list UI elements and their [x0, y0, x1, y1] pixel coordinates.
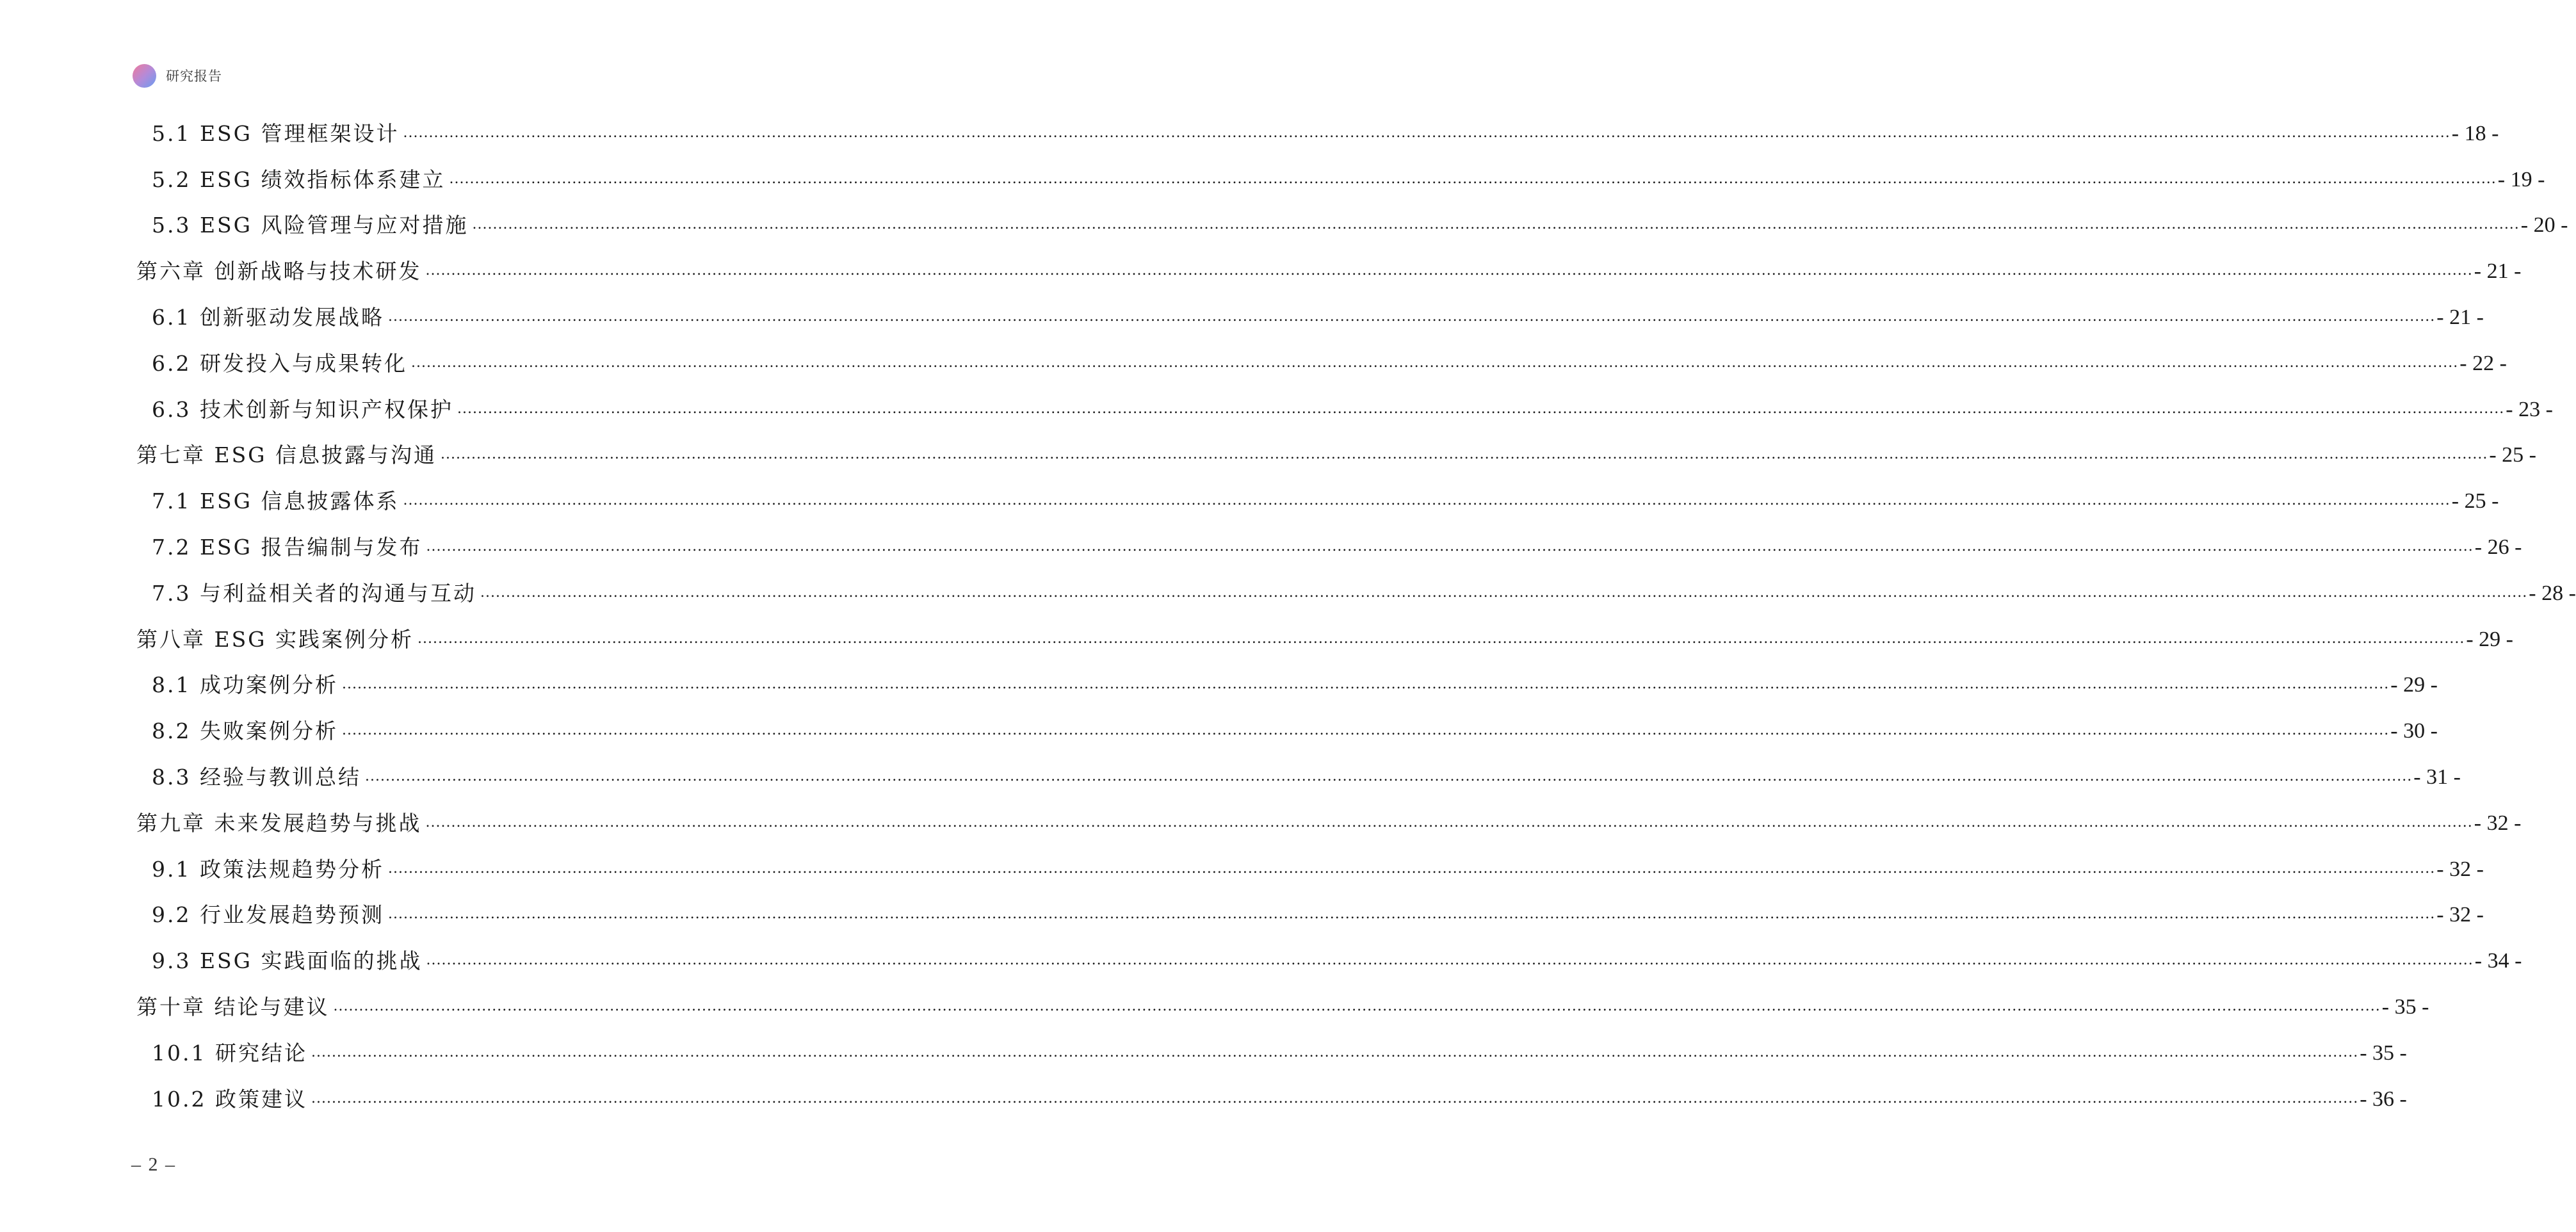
toc-page-number: - 21 - [2474, 259, 2522, 284]
toc-dot-leader: ................................................................................................................................................................................................................................................................................................................................................................................................................ [341, 722, 2390, 739]
toc-page-number: - 26 - [2474, 535, 2522, 560]
toc-section-entry[interactable] [136, 571, 2576, 617]
toc-page-number: - 32 - [2474, 811, 2522, 835]
page-header [133, 63, 222, 88]
toc-dot-leader: ................................................................................................................................................................................................................................................................................................................................................................................................................ [311, 1044, 2359, 1060]
toc-page-number: - 19 - [2497, 167, 2545, 191]
toc-dot-leader: ................................................................................................................................................................................................................................................................................................................................................................................................................ [387, 860, 2436, 877]
toc-entry-title: 9.1 政策法规趋势分析 [152, 856, 384, 882]
toc-section-entry[interactable] [136, 295, 2484, 341]
toc-section-entry[interactable] [136, 847, 2484, 893]
toc-entry-title: 8.2 失败案例分析 [152, 718, 338, 744]
toc-page-number: - 31 - [2413, 765, 2461, 790]
toc-entry-title: 9.2 行业发展趋势预测 [152, 902, 384, 928]
toc-entry-title: 6.2 研发投入与成果转化 [152, 350, 407, 376]
toc-page-number: - 35 - [2360, 1041, 2407, 1065]
toc-section-entry[interactable] [136, 1076, 2407, 1123]
toc-entry-title: 第七章 ESG 信息披露与沟通 [136, 442, 437, 468]
toc-page-number: - 21 - [2436, 305, 2484, 330]
toc-dot-leader: ................................................................................................................................................................................................................................................................................................................................................................................................................ [472, 216, 2520, 233]
logo-icon [133, 64, 156, 88]
toc-entry-title: 8.1 成功案例分析 [152, 672, 338, 698]
toc-entry-title: 5.1 ESG 管理框架设计 [152, 120, 400, 146]
toc-entry-title: 10.1 研究结论 [152, 1040, 307, 1066]
toc-page-number: - 29 - [2390, 673, 2438, 697]
toc-dot-leader: ................................................................................................................................................................................................................................................................................................................................................................................................................ [403, 124, 2450, 141]
toc-dot-leader: ................................................................................................................................................................................................................................................................................................................................................................................................................ [333, 998, 2381, 1014]
toc-entry-title: 第六章 创新战略与技术研发 [136, 259, 422, 284]
toc-section-entry[interactable] [136, 387, 2553, 433]
toc-entry-title: 9.3 ESG 实践面临的挑战 [152, 948, 423, 974]
toc-entry-title: 6.3 技术创新与知识产权保护 [152, 396, 453, 422]
toc-dot-leader: ................................................................................................................................................................................................................................................................................................................................................................................................................ [425, 814, 2473, 831]
toc-entry-title: 5.3 ESG 风险管理与应对措施 [152, 213, 469, 238]
toc-dot-leader: ................................................................................................................................................................................................................................................................................................................................................................................................................ [480, 584, 2528, 601]
toc-page-number: - 32 - [2436, 857, 2484, 881]
toc-chapter-entry[interactable] [136, 617, 2513, 663]
toc-entry-title: 第十章 结论与建议 [136, 994, 330, 1020]
toc-section-entry[interactable] [136, 663, 2438, 709]
toc-dot-leader: ................................................................................................................................................................................................................................................................................................................................................................................................................ [449, 170, 2497, 187]
toc-section-entry[interactable] [136, 1030, 2407, 1076]
toc-page-number: - 25 - [2489, 443, 2536, 467]
toc-entry-title: 7.3 与利益相关者的沟通与互动 [152, 580, 476, 606]
toc-entry-title: 6.1 创新驱动发展战略 [152, 305, 384, 330]
toc-chapter-entry[interactable] [136, 248, 2522, 295]
toc-chapter-entry[interactable] [136, 984, 2429, 1030]
toc-dot-leader: ................................................................................................................................................................................................................................................................................................................................................................................................................ [410, 354, 2459, 371]
toc-page-number: - 28 - [2529, 581, 2576, 605]
toc-entry-title: 第八章 ESG 实践案例分析 [136, 626, 414, 652]
toc-page-number: - 25 - [2451, 489, 2499, 514]
toc-section-entry[interactable] [136, 203, 2568, 249]
toc-entry-title: 7.1 ESG 信息披露体系 [152, 489, 400, 514]
toc-dot-leader: ................................................................................................................................................................................................................................................................................................................................................................................................................ [387, 906, 2436, 923]
toc-dot-leader: ................................................................................................................................................................................................................................................................................................................................................................................................................ [457, 400, 2505, 417]
toc-section-entry[interactable] [136, 708, 2438, 754]
toc-dot-leader: ................................................................................................................................................................................................................................................................................................................................................................................................................ [387, 308, 2436, 325]
toc-section-entry[interactable] [136, 157, 2545, 203]
toc-dot-leader: ................................................................................................................................................................................................................................................................................................................................................................................................................ [426, 538, 2474, 555]
toc-dot-leader: ................................................................................................................................................................................................................................................................................................................................................................................................................ [426, 952, 2474, 969]
toc-entry-title: 8.3 经验与教训总结 [152, 765, 361, 790]
toc-dot-leader: ................................................................................................................................................................................................................................................................................................................................................................................................................ [403, 492, 2450, 509]
toc-dot-leader: ................................................................................................................................................................................................................................................................................................................................................................................................................ [341, 676, 2390, 693]
toc-page-number: - 18 - [2451, 121, 2499, 145]
toc-section-entry[interactable] [136, 938, 2522, 984]
toc-dot-leader: ................................................................................................................................................................................................................................................................................................................................................................................................................ [425, 263, 2473, 279]
toc-section-entry[interactable] [136, 111, 2499, 157]
toc-page-number: - 23 - [2506, 397, 2553, 421]
toc-page-number: - 20 - [2520, 213, 2568, 238]
toc-dot-leader: ................................................................................................................................................................................................................................................................................................................................................................................................................ [311, 1090, 2359, 1106]
page-number: – 2 – [131, 1154, 176, 1175]
toc-section-entry[interactable] [136, 893, 2484, 939]
header-title: 研究报告 [166, 69, 222, 84]
table-of-contents [136, 111, 2576, 1123]
toc-section-entry[interactable] [136, 754, 2461, 800]
toc-page-number: - 34 - [2474, 949, 2522, 973]
toc-page-number: - 32 - [2436, 903, 2484, 927]
toc-entry-title: 10.2 政策建议 [152, 1086, 307, 1112]
toc-dot-leader: ................................................................................................................................................................................................................................................................................................................................................................................................................ [417, 630, 2465, 647]
toc-dot-leader: ................................................................................................................................................................................................................................................................................................................................................................................................................ [441, 446, 2488, 463]
toc-entry-title: 5.2 ESG 绩效指标体系建立 [152, 166, 446, 192]
toc-page-number: - 29 - [2466, 627, 2513, 651]
toc-entry-title: 7.2 ESG 报告编制与发布 [152, 535, 423, 560]
toc-entry-title: 第九章 未来发展趋势与挑战 [136, 810, 422, 836]
toc-chapter-entry[interactable] [136, 800, 2522, 847]
toc-page-number: - 30 - [2390, 719, 2438, 743]
toc-section-entry[interactable] [136, 341, 2507, 387]
toc-section-entry[interactable] [136, 478, 2499, 524]
toc-dot-leader: ................................................................................................................................................................................................................................................................................................................................................................................................................ [364, 768, 2413, 784]
toc-section-entry[interactable] [136, 524, 2522, 571]
toc-page-number: - 35 - [2381, 995, 2429, 1019]
toc-chapter-entry[interactable] [136, 433, 2536, 479]
toc-page-number: - 36 - [2360, 1087, 2407, 1111]
toc-page-number: - 22 - [2459, 351, 2507, 375]
